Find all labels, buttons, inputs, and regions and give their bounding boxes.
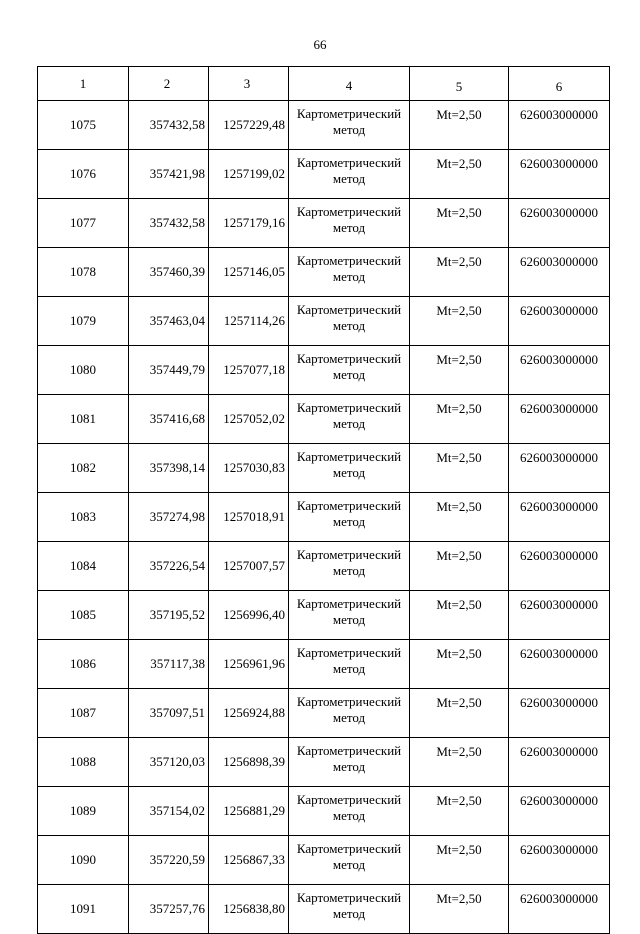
method-line-2: метод <box>332 612 366 627</box>
table-row <box>38 738 610 787</box>
point-number: 1082 <box>38 444 129 493</box>
method-cell <box>289 395 410 444</box>
method-line-2: метод <box>332 416 366 431</box>
coordinate-y: 1256996,40 <box>209 591 289 640</box>
method-line-1: Картометрический <box>296 400 402 415</box>
cadastral-code: 626003000000 <box>509 199 610 248</box>
coordinate-x: 357416,68 <box>129 395 209 444</box>
accuracy-value: Mt=2,50 <box>410 297 509 346</box>
method-line-1: Картометрический <box>296 841 402 856</box>
coordinate-x: 357154,02 <box>129 787 209 836</box>
cadastral-code: 626003000000 <box>509 591 610 640</box>
method-line-2: метод <box>332 563 366 578</box>
cadastral-code: 626003000000 <box>509 444 610 493</box>
accuracy-value: Mt=2,50 <box>410 689 509 738</box>
method-cell <box>289 836 410 885</box>
coordinate-x: 357097,51 <box>129 689 209 738</box>
table-row <box>38 885 610 934</box>
coordinate-y: 1256867,33 <box>209 836 289 885</box>
point-number: 1076 <box>38 150 129 199</box>
cadastral-code: 626003000000 <box>509 640 610 689</box>
coordinate-x: 357421,98 <box>129 150 209 199</box>
cadastral-code: 626003000000 <box>509 101 610 150</box>
column-header-3: 3 <box>209 67 289 101</box>
table-row <box>38 640 610 689</box>
coordinate-y: 1257229,48 <box>209 101 289 150</box>
column-header-4: 4 <box>289 67 410 101</box>
coordinate-y: 1257018,91 <box>209 493 289 542</box>
method-line-2: метод <box>332 808 366 823</box>
accuracy-value: Mt=2,50 <box>410 836 509 885</box>
coordinate-y: 1257199,02 <box>209 150 289 199</box>
method-cell <box>289 787 410 836</box>
table-row <box>38 150 610 199</box>
method-line-2: метод <box>332 759 366 774</box>
coordinate-x: 357195,52 <box>129 591 209 640</box>
method-cell <box>289 150 410 199</box>
table-row <box>38 297 610 346</box>
point-number: 1079 <box>38 297 129 346</box>
cadastral-code: 626003000000 <box>509 297 610 346</box>
accuracy-value: Mt=2,50 <box>410 787 509 836</box>
method-cell <box>289 591 410 640</box>
method-line-1: Картометрический <box>296 890 402 905</box>
point-number: 1077 <box>38 199 129 248</box>
method-line-2: метод <box>332 857 366 872</box>
coordinate-y: 1257052,02 <box>209 395 289 444</box>
coordinate-x: 357257,76 <box>129 885 209 934</box>
accuracy-value: Mt=2,50 <box>410 199 509 248</box>
method-cell <box>289 640 410 689</box>
column-header-2: 2 <box>129 67 209 101</box>
coordinate-x: 357274,98 <box>129 493 209 542</box>
table-row <box>38 689 610 738</box>
method-line-1: Картометрический <box>296 743 402 758</box>
coordinate-y: 1256881,29 <box>209 787 289 836</box>
method-line-2: метод <box>332 122 366 137</box>
method-cell <box>289 248 410 297</box>
table-row <box>38 787 610 836</box>
cadastral-code: 626003000000 <box>509 346 610 395</box>
point-number: 1080 <box>38 346 129 395</box>
method-line-1: Картометрический <box>296 253 402 268</box>
table-row <box>38 836 610 885</box>
table-row <box>38 101 610 150</box>
page-number: 66 <box>313 37 327 52</box>
point-number: 1083 <box>38 493 129 542</box>
point-number: 1084 <box>38 542 129 591</box>
method-line-2: метод <box>332 465 366 480</box>
accuracy-value: Mt=2,50 <box>410 591 509 640</box>
method-cell <box>289 738 410 787</box>
coordinate-y: 1256924,88 <box>209 689 289 738</box>
accuracy-value: Mt=2,50 <box>410 444 509 493</box>
coordinate-x: 357463,04 <box>129 297 209 346</box>
table-row <box>38 591 610 640</box>
method-line-2: метод <box>332 220 366 235</box>
coordinate-y: 1257030,83 <box>209 444 289 493</box>
cadastral-code: 626003000000 <box>509 689 610 738</box>
cadastral-code: 626003000000 <box>509 493 610 542</box>
coordinate-x: 357432,58 <box>129 199 209 248</box>
coordinate-x: 357226,54 <box>129 542 209 591</box>
coordinate-x: 357120,03 <box>129 738 209 787</box>
point-number: 1087 <box>38 689 129 738</box>
method-cell <box>289 689 410 738</box>
table-header <box>38 67 610 101</box>
method-line-2: метод <box>332 171 366 186</box>
method-line-1: Картометрический <box>296 596 402 611</box>
method-line-2: метод <box>332 269 366 284</box>
accuracy-value: Mt=2,50 <box>410 493 509 542</box>
method-line-2: метод <box>332 318 366 333</box>
point-number: 1081 <box>38 395 129 444</box>
accuracy-value: Mt=2,50 <box>410 640 509 689</box>
accuracy-value: Mt=2,50 <box>410 101 509 150</box>
point-number: 1091 <box>38 885 129 934</box>
coordinate-x: 357398,14 <box>129 444 209 493</box>
accuracy-value: Mt=2,50 <box>410 346 509 395</box>
table-row <box>38 493 610 542</box>
point-number: 1075 <box>38 101 129 150</box>
point-number: 1090 <box>38 836 129 885</box>
table-row <box>38 542 610 591</box>
coordinate-x: 357460,39 <box>129 248 209 297</box>
method-line-2: метод <box>332 661 366 676</box>
method-line-2: метод <box>332 906 366 921</box>
coordinate-y: 1257114,26 <box>209 297 289 346</box>
method-cell <box>289 297 410 346</box>
column-header-1: 1 <box>38 67 129 101</box>
method-cell <box>289 199 410 248</box>
method-line-1: Картометрический <box>296 302 402 317</box>
accuracy-value: Mt=2,50 <box>410 738 509 787</box>
coordinate-y: 1257007,57 <box>209 542 289 591</box>
cadastral-code: 626003000000 <box>509 787 610 836</box>
method-line-2: метод <box>332 367 366 382</box>
method-cell <box>289 542 410 591</box>
method-line-1: Картометрический <box>296 645 402 660</box>
method-line-1: Картометрический <box>296 792 402 807</box>
accuracy-value: Mt=2,50 <box>410 248 509 297</box>
cadastral-code: 626003000000 <box>509 542 610 591</box>
point-number: 1088 <box>38 738 129 787</box>
coordinate-x: 357117,38 <box>129 640 209 689</box>
coordinate-y: 1257077,18 <box>209 346 289 395</box>
header-row <box>38 67 610 101</box>
cadastral-code: 626003000000 <box>509 395 610 444</box>
coordinate-y: 1257179,16 <box>209 199 289 248</box>
point-number: 1085 <box>38 591 129 640</box>
method-line-1: Картометрический <box>296 547 402 562</box>
method-cell <box>289 444 410 493</box>
cadastral-code: 626003000000 <box>509 248 610 297</box>
coordinate-x: 357449,79 <box>129 346 209 395</box>
coordinates-table <box>37 66 610 934</box>
accuracy-value: Mt=2,50 <box>410 395 509 444</box>
cadastral-code: 626003000000 <box>509 885 610 934</box>
cadastral-code: 626003000000 <box>509 150 610 199</box>
accuracy-value: Mt=2,50 <box>410 150 509 199</box>
table-row <box>38 248 610 297</box>
method-line-1: Картометрический <box>296 498 402 513</box>
coordinate-x: 357220,59 <box>129 836 209 885</box>
column-header-6: 6 <box>509 67 610 101</box>
cadastral-code: 626003000000 <box>509 836 610 885</box>
coordinate-x: 357432,58 <box>129 101 209 150</box>
method-line-1: Картометрический <box>296 155 402 170</box>
method-cell <box>289 885 410 934</box>
method-cell <box>289 346 410 395</box>
method-line-1: Картометрический <box>296 694 402 709</box>
coordinate-y: 1256898,39 <box>209 738 289 787</box>
cadastral-code: 626003000000 <box>509 738 610 787</box>
method-line-1: Картометрический <box>296 106 402 121</box>
point-number: 1078 <box>38 248 129 297</box>
method-line-1: Картометрический <box>296 204 402 219</box>
method-cell <box>289 101 410 150</box>
point-number: 1089 <box>38 787 129 836</box>
method-line-2: метод <box>332 710 366 725</box>
table-row <box>38 444 610 493</box>
method-line-2: метод <box>332 514 366 529</box>
coordinate-y: 1256838,80 <box>209 885 289 934</box>
table-row <box>38 395 610 444</box>
point-number: 1086 <box>38 640 129 689</box>
accuracy-value: Mt=2,50 <box>410 542 509 591</box>
method-line-1: Картометрический <box>296 351 402 366</box>
coordinate-y: 1257146,05 <box>209 248 289 297</box>
method-line-1: Картометрический <box>296 449 402 464</box>
table-body <box>38 101 610 934</box>
column-header-5: 5 <box>410 67 509 101</box>
table-row <box>38 346 610 395</box>
method-cell <box>289 493 410 542</box>
table-row <box>38 199 610 248</box>
coordinate-y: 1256961,96 <box>209 640 289 689</box>
accuracy-value: Mt=2,50 <box>410 885 509 934</box>
